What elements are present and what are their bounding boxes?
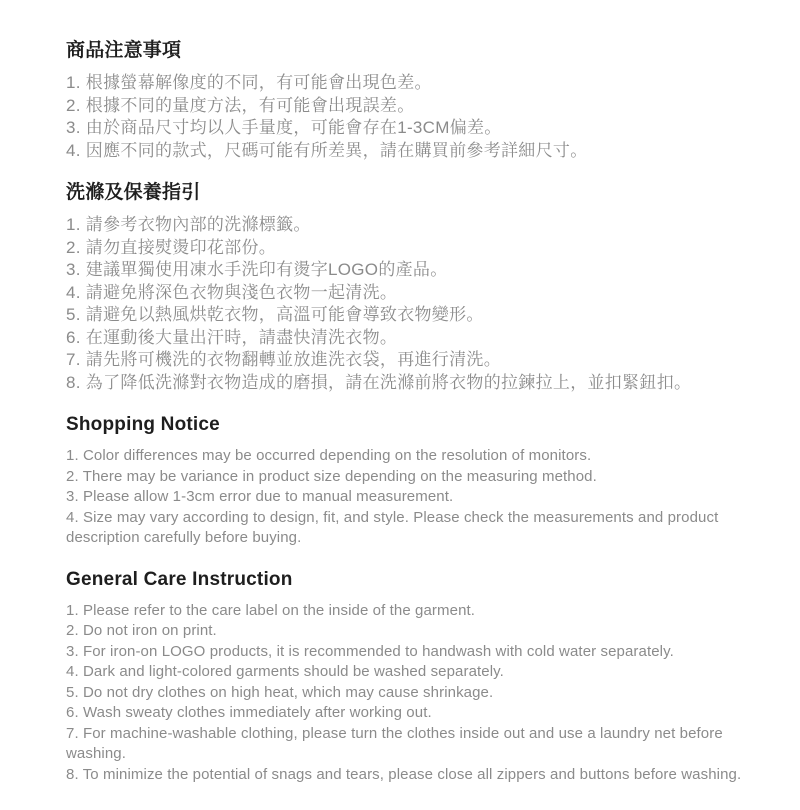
section-shopping-notice-en [66, 411, 766, 549]
notice-line: 3. 建議單獨使用凍水手洗印有燙字LOGO的產品。 [66, 260, 448, 279]
notice-line: 2. Do not iron on print. [66, 622, 217, 639]
notice-line: 3. Please allow 1-3cm error due to manual measurement. [66, 488, 454, 505]
notice-line: 2. There may be variance in product size depending on the measuring method. [66, 467, 597, 485]
notice-line: 6. 在運動後大量出汗時，請盡快清洗衣物。 [66, 327, 398, 347]
section-general-care-en [66, 566, 766, 786]
notice-line: 1. 請參考衣物內部的洗滌標籤。 [66, 215, 311, 234]
notice-line: 5. Do not dry clothes on high heat, which may cause shrinkage. [66, 683, 494, 701]
notice-line: 1. Please refer to the care label on the inside of the garment. [66, 601, 476, 619]
notice-line: 8. 為了降低洗滌對衣物造成的磨損，請在洗滌前將衣物的拉鍊拉上，並扣緊鈕扣。 [66, 372, 692, 392]
notice-line: 8. To minimize the potential of snags and tears, please close all zippers and buttons before washing. [66, 765, 742, 783]
notice-line: 2. 請勿直接熨燙印花部份。 [66, 237, 277, 257]
section-product-notice-zh [66, 37, 766, 162]
notice-line: 4. 請避免將深色衣物與淺色衣物一起清洗。 [66, 282, 398, 302]
notice-line: 1. Color differences may be occurred depending on the resolution of monitors. [66, 447, 592, 464]
notice-line: 4. Dark and light-colored garments should be washed separately. [66, 663, 504, 680]
notice-line: 3. For iron-on LOGO products, it is recommended to handwash with cold water separately. [66, 642, 674, 660]
notice-line: 3. 由於商品尺寸均以人手量度，可能會存在1-3CM偏差。 [66, 118, 502, 137]
section-title-care-guide-zh: 洗滌及保養指引 [66, 182, 201, 203]
notice-line: 7. 請先將可機洗的衣物翻轉並放進洗衣袋，再進行清洗。 [66, 350, 501, 369]
notice-line: 4. 因應不同的款式，尺碼可能有所差異，請在購買前參考詳細尺寸。 [66, 140, 588, 160]
notice-line: 1. 根據螢幕解像度的不同，有可能會出現色差。 [66, 73, 432, 92]
notice-line: 5. 請避免以熱風烘乾衣物，高溫可能會導致衣物變形。 [66, 305, 484, 324]
notice-line: 6. Wash sweaty clothes immediately after working out. [66, 704, 432, 721]
notice-line: 2. 根據不同的量度方法，有可能會出現誤差。 [66, 95, 415, 115]
notice-line: 7. For machine-washable clothing, please turn the clothes inside out and use a laundry net before washing. [66, 724, 723, 762]
section-title-product-notice-zh: 商品注意事項 [66, 40, 182, 61]
notice-line: 4. Size may vary according to design, fit, and style. Please check the measurements and product description carefully before buying. [66, 508, 719, 546]
section-care-guide-zh [66, 179, 766, 394]
section-title-general-care-en: General Care Instruction [66, 568, 293, 590]
section-title-shopping-notice-en: Shopping Notice [66, 414, 220, 435]
